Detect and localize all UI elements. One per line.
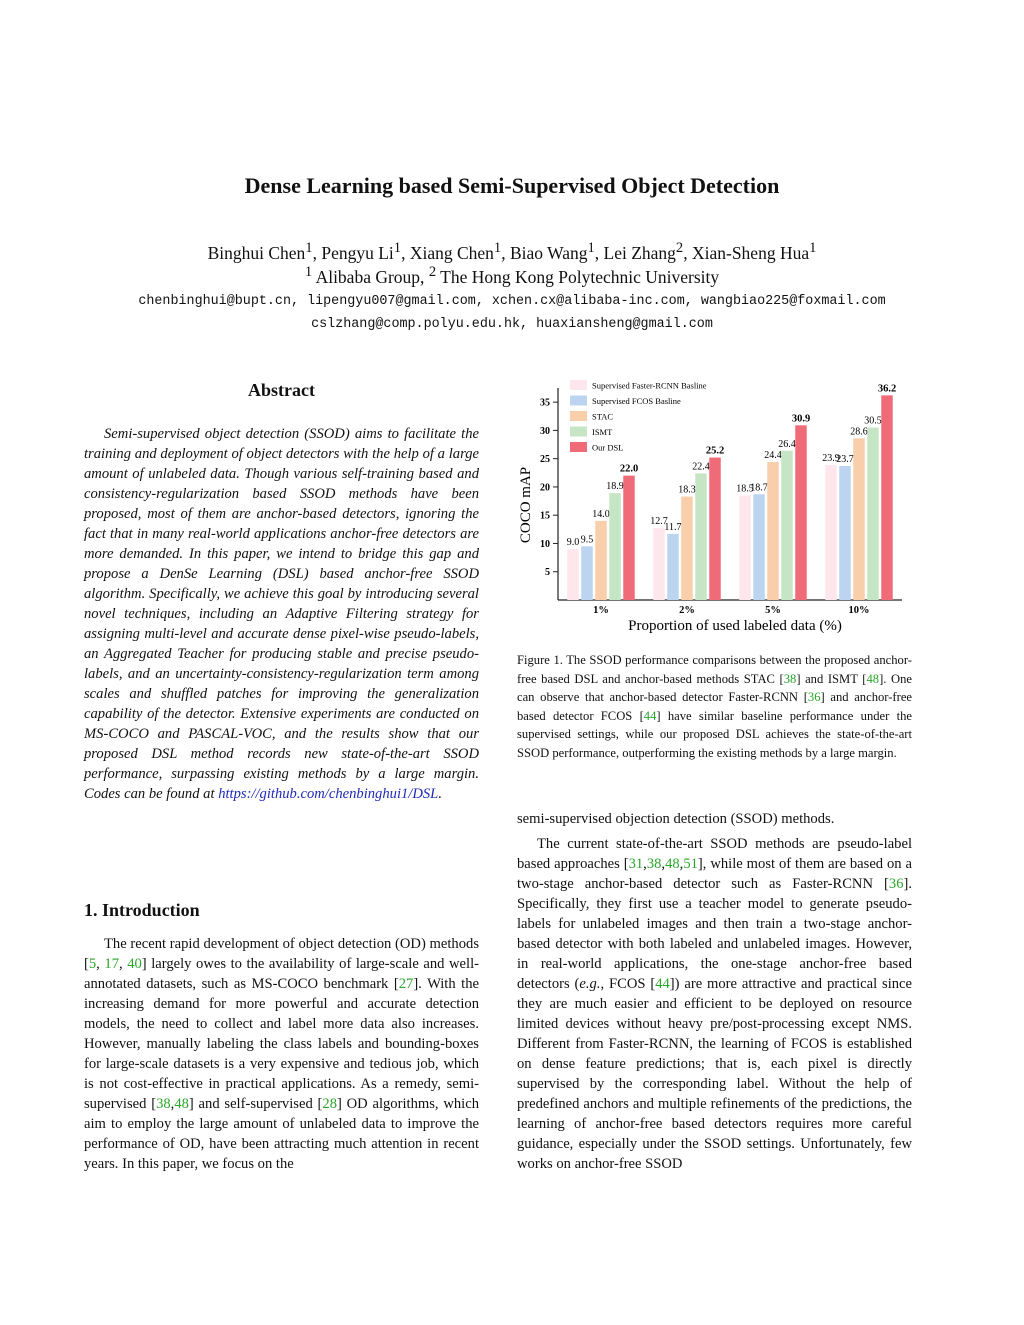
chart-legend [570,380,707,453]
data-label: 18.7 [750,482,768,494]
y-axis-label: COCO mAP [518,466,534,544]
x-tick-label: 2% [679,605,695,616]
email-line: cslzhang@comp.polyu.edu.hk, huaxiansheng@gmail.com [311,317,713,332]
abstract-body: Semi-supervised object detection (SSOD) aims to facilitate the training and deployment of object detectors with the help of a large amount of unlabeled data. Though various self-training based and consistency-regularization based SSOD methods have been proposed, most of them are anchor-based detectors, ignoring the fact that in many real-world applications anchor-free detectors are more demanded. In this paper, we intend to bridge this gap and propose a DenSe Learning (DSL) based anchor-free SSOD algorithm. Specifically, we achieve this goal by introducing several novel techniques, including an Adaptive Filtering strategy for assigning multi-level and accurate dense pixel-wise pseudo-labels, an Aggregated Teacher for producing stable and precise pseudo-labels, and an uncertainty-consistency-regularization term among scales and shuffled patches for improving the generalization capability of the detector. Extensive experiments are conducted on MS-COCO and PASCAL-VOC, and the results show that our proposed DSL method records new state-of-the-art SSOD performance, surpassing existing methods by a large margin. Codes can be found at [84,426,479,802]
data-label: 9.0 [566,537,580,549]
bar-chart [512,372,912,637]
bar [753,494,765,600]
x-tick-label: 10% [848,605,870,616]
bar [653,528,665,600]
data-label: 14.0 [592,508,610,520]
legend-label: Supervised FCOS Basline [592,396,681,406]
citation[interactable]: 17 [104,956,119,972]
bar [609,493,621,600]
introduction-heading: 1. Introduction [84,900,200,920]
y-tick-label: 10 [540,538,550,550]
author-name: Xiang Chen [409,242,494,263]
legend-label: Our DSL [592,442,624,453]
bar [695,473,707,600]
data-label: 36.2 [877,383,897,395]
data-label: 18.9 [606,481,624,493]
data-label: 22.0 [619,463,639,475]
citation[interactable]: 5 [88,956,97,972]
legend-swatch [570,380,587,390]
affiliation-1: Alibaba Group, [315,266,425,287]
bar [595,521,607,600]
y-tick-label: 30 [540,425,550,437]
data-label: 30.9 [791,413,811,425]
y-tick-label: 15 [540,510,550,522]
author-name: Biao Wang [509,242,588,263]
citation[interactable]: 38 [783,671,797,686]
email-line: chenbinghui@bupt.cn, lipengyu007@gmail.com, xchen.cx@alibaba-inc.com, wangbiao225@foxmail.com [138,294,886,309]
data-label: 28.6 [850,426,868,438]
data-label: 30.5 [864,415,882,427]
data-label: 18.3 [678,484,696,496]
bar [667,534,679,600]
code-link[interactable]: https://github.com/chenbinghui1/DSL [218,786,439,802]
y-tick-label: 5 [545,567,550,579]
author-list: Binghui Chen$^1$, Pengyu Li$^1$, Xiang Chen$^1$, Biao Wang$^1$, Lei Zhang$^2$, Xian-Sheng Hua$^1$ [207,240,817,263]
legend-swatch [570,411,587,421]
bar [839,466,851,600]
bar [867,428,879,600]
abstract-heading: Abstract [248,380,315,400]
legend-label: Supervised Faster-RCNN Basline [592,380,707,391]
citation[interactable]: 36 [807,690,821,705]
data-label: 24.4 [764,450,782,462]
data-label: 23.7 [836,454,854,466]
citation[interactable]: 48 [174,1096,189,1112]
data-label: 22.4 [692,461,710,473]
legend-swatch [570,396,587,406]
paragraph: semi-supervised objection detection (SSOD) methods. [517,811,835,827]
data-label: 12.7 [650,516,668,528]
paragraph: The current state-of-the-art SSOD methods are pseudo-label based approaches [31,38,48,51], while most of them are based on a two-stage anchor-based detector such as Faster-RCNN [36]. Specifically, they first use a teacher model to generate pseudo-labels for unlabeled images and then train a two-stage anchor-based detector with both labeled and unlabeled images. However, in real-world applications, the one-stage anchor-free based detectors (e.g., FCOS [44]) are more attractive and practical since they are much easier and efficient to be deployed on resource limited devices without heavy pre/post-processing except NMS. Different from Faster-RCNN, the learning of FCOS is established on dense feature predictions; that is, each pixel is directly supervised by the corresponding label. Without the help of predefined anchors and multiple refinements of the predictions, the learning of anchor-free based detectors requires more careful guidance, especially under the SSOD settings. Unfortunately, few works on anchor-free SSOD [517,836,913,1172]
paper-title: Dense Learning based Semi-Supervised Object Detection [244,173,780,198]
bar [567,549,579,600]
data-label: 18.5 [736,483,754,495]
bar [581,546,593,600]
bar [853,438,865,600]
citation[interactable]: 31 [628,856,644,872]
affiliation-2: The Hong Kong Polytechnic University [440,266,720,287]
legend-swatch [570,442,587,452]
x-tick-label: 5% [765,605,781,616]
bar [623,476,635,600]
bar [795,425,807,600]
citation[interactable]: 27 [398,976,414,992]
author-name: Xian-Sheng Hua [691,242,810,263]
abstract-text: Semi-supervised object detection (SSOD) aims to facilitate the training and deployment of object detectors with the help of a large amount of unlabeled data. Though various self-training based and consistency-regularization based SSOD methods have been proposed, most of them are anchor-based detectors, ignoring the fact that in many real-world applications anchor-free detectors are more demanded. In this paper, we intend to bridge this gap and propose a DenSe Learning (DSL) based anchor-free SSOD algorithm. Specifically, we achieve this goal by introducing several novel techniques, including an Adaptive Filtering strategy for assigning multi-level and accurate dense pixel-wise pseudo-labels, an Aggregated Teacher for producing stable and precise pseudo-labels, and an uncertainty-consistency-regularization term among scales and shuffled patches for improving the generalization capability of the detector. Extensive experiments are conducted on MS-COCO and PASCAL-VOC, and the results show that our proposed DSL method records new state-of-the-art SSOD performance, surpassing existing methods by a large margin. Codes can be found at https://github.com/chenbinghui1/DSL. [84,426,479,802]
y-tick-label: 20 [540,482,550,494]
citation[interactable]: 38 [156,1096,171,1112]
citation[interactable]: 44 [655,976,670,992]
data-label: 26.4 [778,438,796,450]
x-tick-label: 1% [593,605,609,616]
data-label: 25.2 [705,445,725,457]
citation[interactable]: 40 [127,956,142,972]
citation[interactable]: 48 [665,856,680,872]
author-name: Lei Zhang [603,242,676,263]
legend-swatch [570,427,587,437]
citation[interactable]: 28 [322,1096,337,1112]
citation[interactable]: 51 [683,856,698,872]
citation[interactable]: 48 [866,671,880,686]
legend-label: ISMT [592,427,613,437]
citation[interactable]: 38 [646,856,662,872]
citation[interactable]: 44 [643,708,657,723]
bar [781,451,793,600]
data-label: 11.7 [664,521,682,533]
figure-caption: Figure 1. The SSOD performance comparisons between the proposed anchor-free based DSL and anchor-based methods STAC [38] and ISMT [48]. One can observe that anchor-based detector Faster-RCNN [36] and anchor-free based detector FCOS [44] have similar baseline performance under the supervised settings, while our proposed DSL achieves the state-of-the-art SSOD performance, outperforming the existing methods by a large margin. [517,653,912,760]
affiliations: $^1$ Alibaba Group, $^2$ The Hong Kong Polytechnic University [304,264,720,287]
bar [681,497,693,600]
bar [767,462,779,600]
data-label: 9.5 [580,534,594,546]
y-tick-label: 35 [540,397,550,409]
bar [825,465,837,600]
author-name: Pengyu Li [321,242,394,263]
bar [739,495,751,600]
author-name: Binghui Chen [207,242,306,263]
introduction-paragraph: The recent rapid development of object detection (OD) methods [5, 17, 40] largely owes to the availability of large-scale and well-annotated datasets, such as MS-COCO benchmark [27]. With the increasing demand for more powerful and accurate detection models, the need to collect and label more data also increases. However, manually labeling the class labels and bounding-boxes for large-scale datasets is a very expensive and tedious job, which is not cost-effective in practical applications. As a remedy, semi-supervised [38,48] and self-supervised [28] OD algorithms, which aim to employ the large amount of unlabeled data to improve the performance of OD, have been attracting much attention in recent years. In this paper, we focus on the [84,936,479,1172]
data-label: 23.9 [822,452,840,464]
legend-label: STAC [592,411,614,422]
bar [709,458,721,600]
y-tick-label: 25 [540,454,550,466]
bar [881,395,893,600]
x-axis-label: Proportion of used labeled data (%) [628,618,842,634]
citation[interactable]: 36 [888,876,904,892]
